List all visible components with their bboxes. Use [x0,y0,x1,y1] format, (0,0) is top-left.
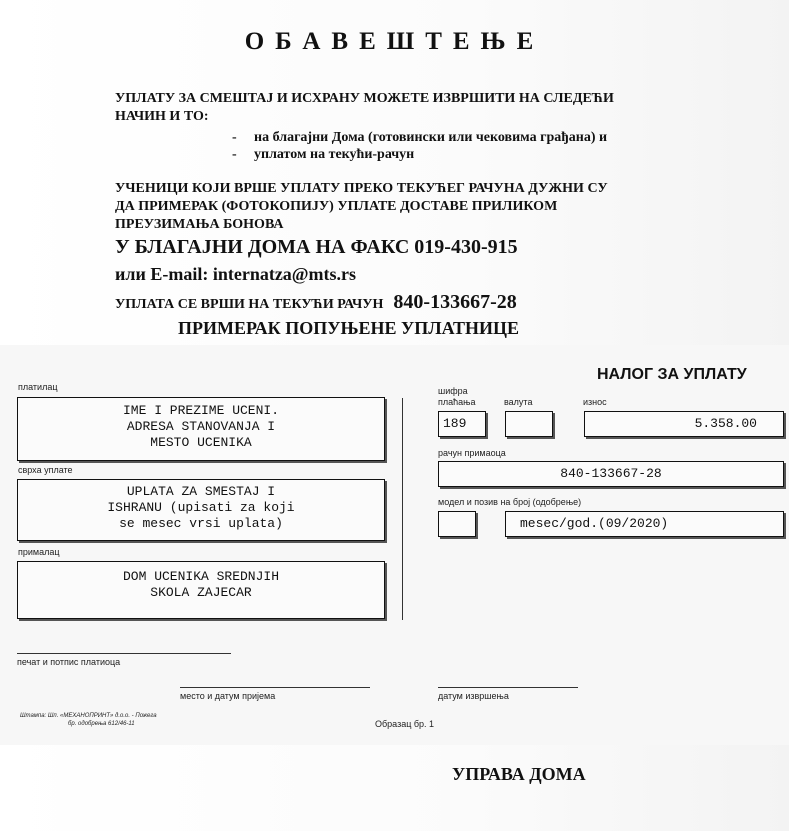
payer-line: IME I PREZIME UCENI. [122,403,280,418]
amount-value: 5.358.00 [694,416,757,431]
notice-title: ОБАВЕШТЕЊЕ [244,28,545,55]
slip-divider [402,398,403,620]
currency-value [506,412,552,416]
intro-line-1: УПЛАТУ ЗА СМЕШТАЈ И ИСХРАНУ МОЖЕТЕ ИЗВРШИТИ НА СЛЕДЕЋИ [115,91,614,106]
reference-value: mesec/god.(09/2020) [520,516,669,531]
bullet-item [232,130,607,146]
recipient-line: SKOLA ZAJECAR [150,585,252,600]
purpose-line: UPLATA ZA SMESTAJ I [126,484,276,499]
purpose-line: ISHRANU (upisati za koji [107,500,295,515]
recipient-box [17,561,385,619]
place-date-label: место и датум пријема [180,691,276,701]
purpose-label: сврха уплате [18,465,73,475]
model-label: модел и позив на број (одобрење) [438,497,582,507]
payment-code-label [438,386,475,408]
payer-box [17,397,385,461]
payment-code-value: 189 [443,416,467,431]
recipient-account-value: 840-133667-28 [560,466,662,481]
students-line-3: ПРЕУЗИМАЊА БОНОВА [115,217,284,232]
recipient-line: DOM UCENIKA SREDNJIH [122,569,280,584]
execution-date-line [438,687,578,688]
payment-code-label-line: шифра [438,386,468,396]
intro-line-2: НАЧИН И ТО: [115,109,209,124]
reference-box [505,511,784,537]
account-line [115,291,517,314]
execution-date-label: датум извршења [438,691,509,701]
bullet-marker: - [232,130,237,145]
printer-line: бр. одобрења 612/46-11 [68,721,135,727]
account-number: 840-133667-28 [393,291,517,313]
slip-title: НАЛОГ ЗА УПЛАТУ [597,366,747,383]
signature-label: печат и потпис платиоца [17,657,121,667]
amount-box [584,411,784,437]
management-signature: УПРАВА ДОМА [452,764,586,784]
recipient-account-label: рачун примаоца [438,448,506,458]
signature-line [17,653,231,654]
payer-label: платилац [18,382,58,392]
payer-line: ADRESA STANOVANJA I [126,419,276,434]
bullet-item [232,147,414,163]
currency-label: валута [504,397,533,407]
payer-line: MESTO UCENIKA [150,435,252,450]
bullet-text: на благајни Дома (готовински или чековима грађана) и [254,130,608,145]
place-date-line [180,687,370,688]
form-number: Образац бр. 1 [375,719,435,729]
payment-code-box [438,411,486,437]
printer-info [20,712,157,728]
model-value [439,512,475,516]
bullet-marker: - [232,147,237,162]
currency-box [505,411,553,437]
sample-heading: ПРИМЕРАК ПОПУЊЕНЕ УПЛАТНИЦЕ [178,318,520,338]
fax-line: У БЛАГАЈНИ ДОМА НА ФАКС 019-430-915 [115,236,518,258]
recipient-label: прималац [18,547,60,557]
account-prefix: УПЛАТА СЕ ВРШИ НА ТЕКУЋИ РАЧУН [115,297,384,312]
bullet-text: уплатом на текући-рачун [254,147,415,162]
model-box [438,511,476,537]
printer-line: Штампа: Шп. «МЕХАНОПРИНТ» д.о.о. - Пожега [20,713,157,719]
purpose-box [17,479,385,541]
students-line-2: ДА ПРИМЕРАК (ФОТОКОПИЈУ) УПЛАТЕ ДОСТАВЕ ПРИЛИКОМ [115,199,558,214]
purpose-line: se mesec vrsi uplata) [119,516,283,531]
students-line-1: УЧЕНИЦИ КОЈИ ВРШЕ УПЛАТУ ПРЕКО ТЕКУЋЕГ РАЧУНА ДУЖНИ СУ [115,181,608,196]
amount-label: износ [583,397,607,407]
recipient-account-box [438,461,784,487]
email-line: или E-mail: internatza@mts.rs [115,264,357,284]
payment-code-label-line: плаћања [438,397,476,407]
